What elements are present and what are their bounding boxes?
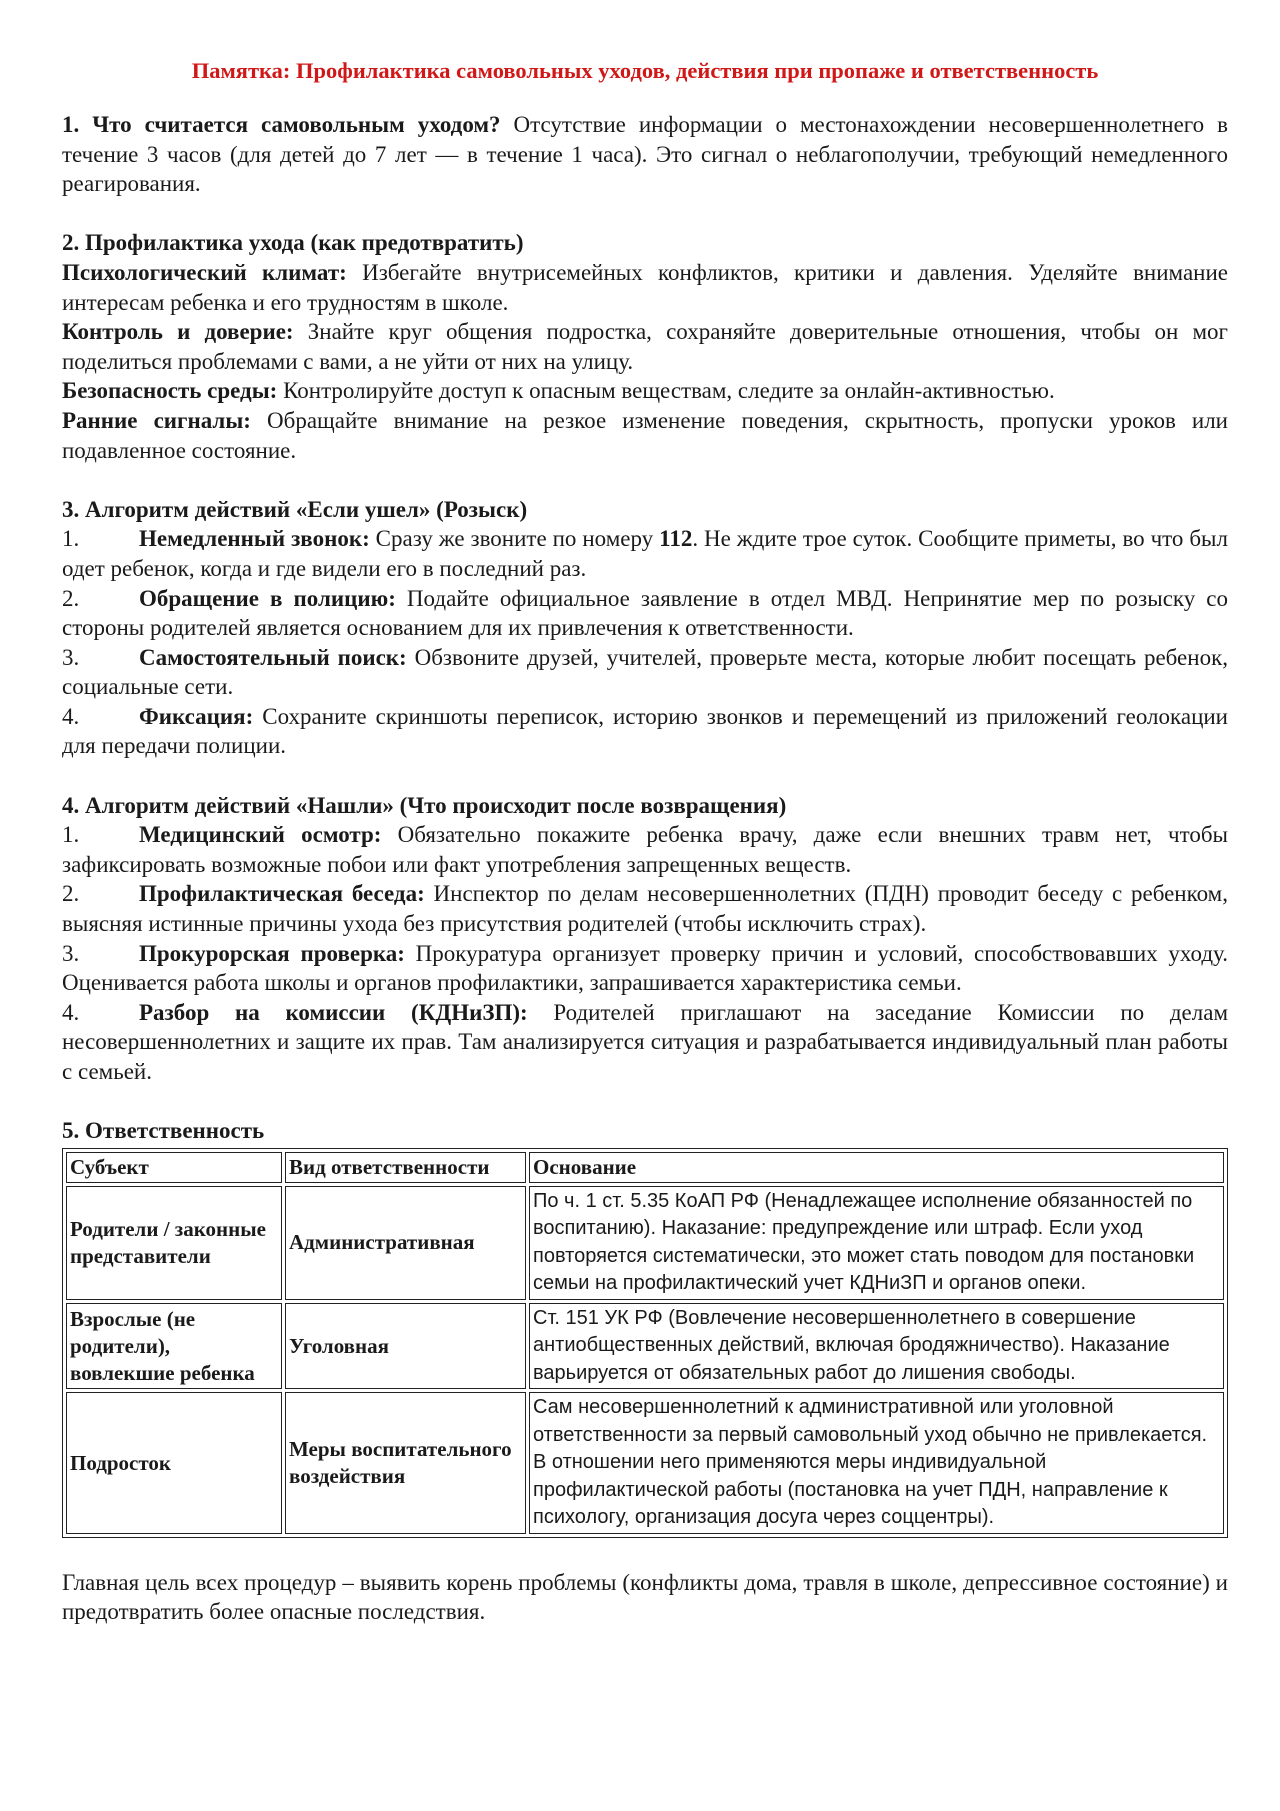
table-row [66,1392,1224,1534]
section-5-heading: 5. Ответственность [62,1118,265,1144]
item-text: Родителей приглашают на заседание Комиссии по делам несовершеннолетних и защите их прав. Там анализируется ситуация и разрабатывается индивидуальный план работы с семьей. [62,999,1228,1084]
section-4-item [62,939,1228,998]
section-1 [62,110,1228,199]
subject-cell: Взрослые (не родители), вовлекшие ребенка [66,1303,282,1390]
item-text: Обзвоните друзей, учителей, проверьте места, которые любит посещать ребенок, социальные сети. [62,644,1228,700]
subject-cell: Родители / законные представители [66,1186,282,1300]
table-header-row [66,1152,1224,1183]
section-1-text: Отсутствие информации о местонахождении несовершеннолетнего в течение 3 часов (для детей до 7 лет — в течение 1 часа). Это сигнал о неблагополучии, требующий немедленного реагирования. [62,112,1228,197]
section-3-item [62,524,1228,583]
document-page [62,56,1228,1627]
basis-cell: Сам несовершеннолетний к административной или уголовной ответственности за первый самовольный уход обычно не привлекается. В отношении него применяются меры индивидуальной профилактической работы (постановка на учет ПДН, направление к психологу, организация досуга через соццентры). [529,1392,1224,1534]
item-label: Безопасность среды: [62,378,278,404]
page-title: Памятка: Профилактика самовольных уходов, действия при пропаже и ответственность [191,58,1099,83]
responsibility-table [62,1148,1228,1538]
emergency-number: 112 [659,526,693,552]
item-number: 1. [62,822,80,848]
subject-cell: Подросток [66,1392,282,1534]
item-label: Психологический климат: [62,259,347,285]
section-3-item [62,584,1228,643]
liability-type-cell: Меры воспитательного воздействия [285,1392,526,1534]
section-3-item [62,643,1228,702]
section-2-item [62,406,1228,465]
section-3-item [62,702,1228,761]
section-2-heading: 2. Профилактика ухода (как предотвратить) [62,230,524,256]
item-label: Разбор на комиссии (КДНиЗП): [139,999,528,1025]
liability-type-cell: Административная [285,1186,526,1300]
section-4-item [62,998,1228,1087]
section-1-label: 1. Что считается самовольным уходом? [62,112,501,137]
item-number: 3. [62,940,80,966]
item-number: 1. [62,526,80,552]
column-header: Основание [529,1152,1224,1183]
item-number: 3. [62,644,80,670]
section-2-item [62,317,1228,376]
item-text: Прокуратура организует проверку причин и условий, способствовавших уходу. Оценивается работа школы и органов профилактики, запрашивается характеристика семьи. [62,940,1228,996]
item-label: Самостоятельный поиск: [139,644,407,670]
liability-type-cell: Уголовная [285,1303,526,1390]
item-text: Знайте круг общения подростка, сохраняйте доверительные отношения, чтобы он мог поделиться проблемами с вами, а не уйти от них на улицу. [62,319,1228,374]
item-text: Сразу же звоните по номеру [369,526,660,552]
section-4-item [62,820,1228,879]
table-row [66,1186,1224,1300]
item-text: . Не ждите трое суток. Сообщите приметы, во что был одет ребенок, когда и где видели его в последний раз. [62,526,1228,581]
item-label: Прокурорская проверка: [139,940,405,966]
basis-cell: По ч. 1 ст. 5.35 КоАП РФ (Ненадлежащее исполнение обязанностей по воспитанию). Наказание: предупреждение или штраф. Если уход повторяется систематически, это может стать поводом для постановки семьи на профилактический учет КДНиЗП и органов опеки. [529,1186,1224,1300]
item-number: 4. [62,703,80,729]
item-number: 4. [62,999,80,1025]
item-number: 2. [62,585,80,611]
section-2-item [62,258,1228,317]
item-text: Сохраните скриншоты переписок, историю звонков и перемещений из приложений геолокации для передачи полиции. [62,703,1228,759]
item-text: Обращайте внимание на резкое изменение поведения, скрытность, пропуски уроков или подавленное состояние. [62,407,1228,463]
item-label: Немедленный звонок: [139,526,370,552]
basis-cell: Ст. 151 УК РФ (Вовлечение несовершеннолетнего в совершение антиобщественных действий, включая бродяжничество). Наказание варьируется от обязательных работ до лишения свободы. [529,1303,1224,1390]
item-text: Инспектор по делам несовершеннолетних (ПДН) проводит беседу с ребенком, выясняя истинные причины ухода без присутствия родителей (чтобы исключить страх). [62,881,1228,937]
column-header: Вид ответственности [285,1152,526,1183]
section-4-item [62,879,1228,938]
item-label: Обращение в полицию: [139,585,396,611]
item-label: Контроль и доверие: [62,319,294,345]
item-text: Обязательно покажите ребенка врачу, даже если внешних травм нет, чтобы зафиксировать возможные побои или факт употребления запрещенных веществ. [62,822,1228,877]
section-4-heading: 4. Алгоритм действий «Нашли» (Что происходит после возвращения) [62,792,787,818]
item-label: Ранние сигналы: [62,407,251,433]
table-row [66,1303,1224,1390]
section-2-item [62,376,1228,406]
item-text: Избегайте внутрисемейных конфликтов, критики и давления. Уделяйте внимание интересам ребенка и его трудностям в школе. [62,259,1228,315]
item-text: Подайте официальное заявление в отдел МВД. Непринятие мер по розыску со стороны родителей является основанием для их привлечения к ответственности. [62,585,1228,641]
item-label: Фиксация: [139,703,254,729]
item-label: Профилактическая беседа: [139,881,425,907]
item-text: Контролируйте доступ к опасным веществам, следите за онлайн-активностью. [277,378,1055,404]
section-3-heading: 3. Алгоритм действий «Если ушел» (Розыск) [62,496,528,522]
column-header: Субъект [66,1152,282,1183]
item-number: 2. [62,881,80,907]
conclusion-paragraph: Главная цель всех процедур – выявить корень проблемы (конфликты дома, травля в школе, депрессивное состояние) и предотвратить более опасные последствия. [62,1569,1228,1625]
item-label: Медицинский осмотр: [139,822,382,848]
